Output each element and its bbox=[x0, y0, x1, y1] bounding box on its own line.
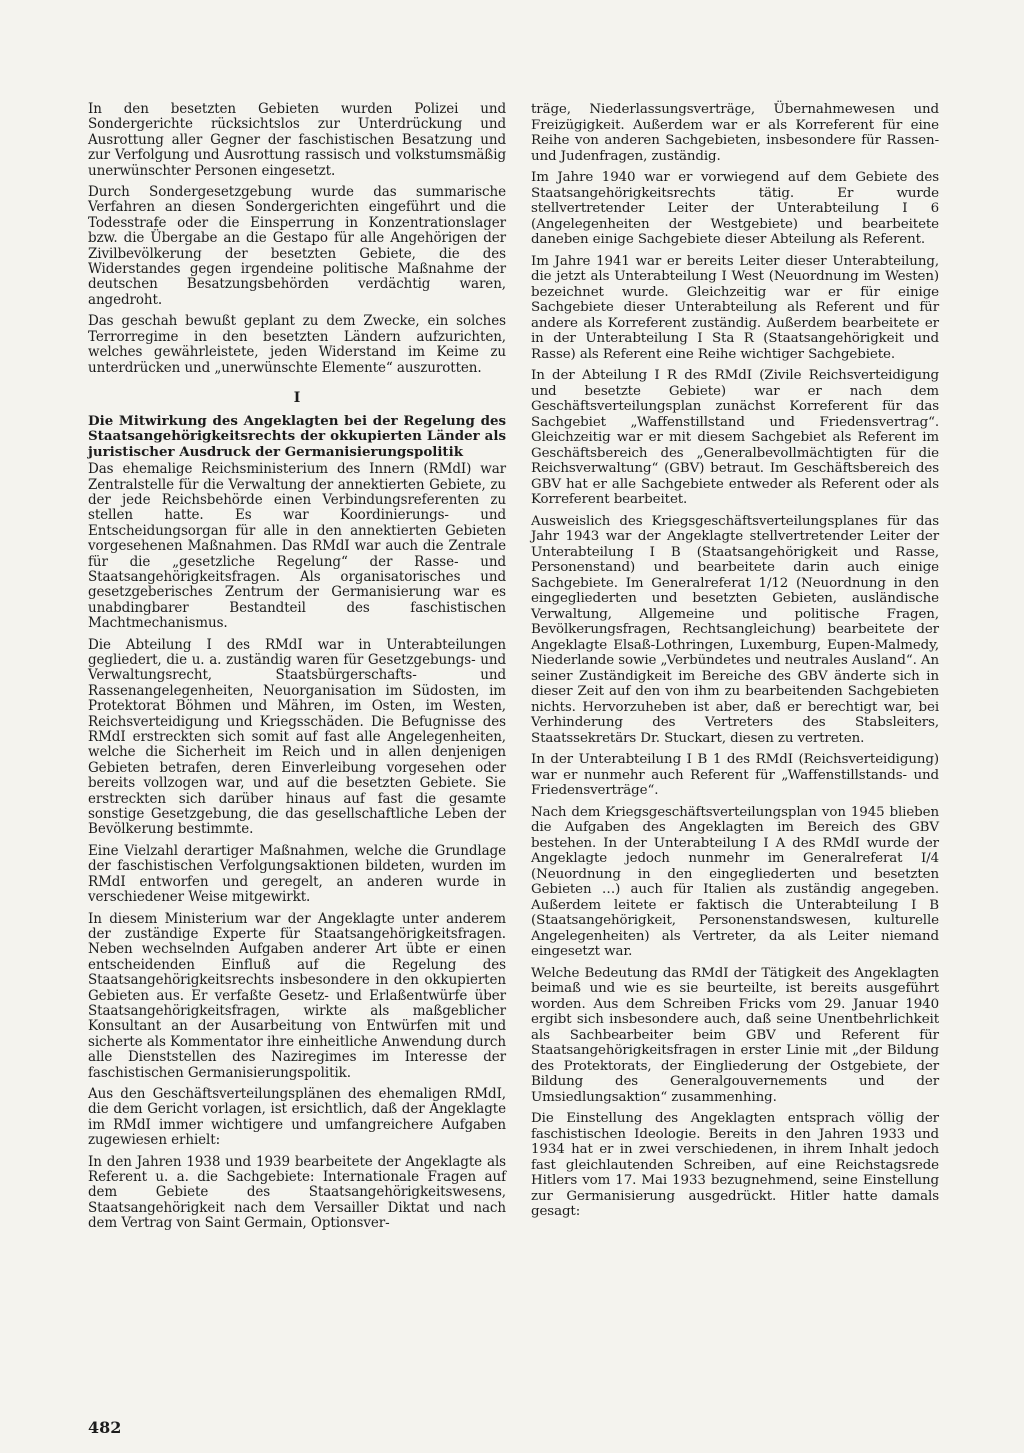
page-number: 482 bbox=[88, 1418, 122, 1437]
paragraph: Nach dem Kriegsgeschäftsverteilungsplan von 1945 blieben die Aufgaben des Angeklagten im Bereich des GBV bestehen. In der Unterabteilung I A des RMdI wurde der Angeklagte jedoch nunmehr im Generalreferat I/4 (Neuordnung in den eingegliederten und besetzten Gebieten …) auch für Italien als zuständig angegeben. Außerdem leitete er faktisch die Unterabteilung I B (Staatsangehörigkeit, Personenstandswesen, kulturelle Angelegenheiten) als Vertreter, da als Leiter niemand eingesetzt war. bbox=[531, 804, 939, 959]
paragraph: Im Jahre 1940 war er vorwiegend auf dem Gebiete des Staatsangehörigkeitsrechts tätig. Er wurde stellvertretender Leiter der Unterabteilung I 6 (Angelegenheiten der Westgebiete) und bearbeitete daneben einige Sachgebiete dieser Abteilung als Referent. bbox=[531, 170, 939, 247]
section-numeral: I bbox=[293, 389, 301, 406]
paragraph: Welche Bedeutung das RMdI der Tätigkeit des Angeklagten beimaß und wie es sie beurteilte, ist bereits ausgeführt worden. Aus dem Schreiben Fricks vom 29. Januar 1940 ergibt sich insbesondere auch, daß seine Unentbehrlichkeit als Sachbearbeiter beim GBV und Referent für Staatsangehörigkeitsfragen in erster Linie mit „der Bildung des Protektorats, der Eingliederung der Ostgebiete, der Bildung des Generalgouvernements und der Umsiedlungsaktion“ zusammenhing. bbox=[531, 965, 939, 1105]
paragraph: träge, Niederlassungsverträge, Übernahmewesen und Freizügigkeit. Außerdem war er als Korreferent für eine Reihe von anderen Sachgebieten, insbesondere für Rassen- und Judenfragen, zuständig. bbox=[531, 102, 939, 164]
paragraph: Die Einstellung des Angeklagten entsprach völlig der faschistischen Ideologie. Bereits in den Jahren 1933 und 1934 hat er in zwei verschiedenen, in ihrem Inhalt jedoch fast gleichlautenden Schreiben, auf eine Reichstagsrede Hitlers vom 17. Mai 1933 bezugnehmend, seine Einstellung zur Germanisierung ausgedrückt. Hitler hatte damals gesagt: bbox=[531, 1111, 939, 1219]
paragraph: In der Unterabteilung I B 1 des RMdI (Reichsverteidigung) war er nunmehr auch Referent für „Waffenstillstands- und Friedensverträge“. bbox=[531, 752, 939, 798]
paragraph: Das ehemalige Reichsministerium des Innern (RMdI) war Zentralstelle für die Verwaltung der annektierten Gebiete, zu der jede Reichsbehörde einen Verbindungsreferenten zu stellen hatte. Es war Koordinierungs- und Entscheidungsorgan für alle in den annektierten Gebieten vorgesehenen Maßnahmen. Das RMdI war auch die Zentrale für die „gesetzliche Regelung“ der Rasse- und Staatsangehörigkeitsfragen. Als organisatorisches und gesetzgeberisches Zentrum der Germanisierung war es unabdingbarer Bestandteil des faschistischen Machtmechanismus. bbox=[88, 461, 506, 632]
paragraph: Im Jahre 1941 war er bereits Leiter dieser Unterabteilung, die jetzt als Unterabteilung I West (Neuordnung im Westen) bezeichnet wurde. Gleichzeitig war er für einige Sachgebiete dieser Unterabteilung als Referent und für andere als Korreferent zuständig. Außerdem bearbeitete er in der Unterabteilung I Sta R (Staatsangehörigkeit und Rasse) als Referent eine Reihe wichtiger Sachgebiete. bbox=[531, 253, 939, 362]
paragraph: Das geschah bewußt geplant zu dem Zwecke, ein solches Terrorregime in den besetzten Ländern aufzurichten, welches gewährleistete, jeden Widerstand im Keime zu unterdrücken und „unerwünschte Elemente“ auszurotten. bbox=[88, 313, 506, 376]
paragraph: Eine Vielzahl derartiger Maßnahmen, welche die Grundlage der faschistischen Verfolgungsaktionen bildeten, wurden im RMdI entworfen und geregelt, an anderen wurde in verschiedener Weise mitgewirkt. bbox=[88, 842, 506, 906]
paragraph: Aus den Geschäftsverteilungsplänen des ehemaligen RMdI, die dem Gericht vorlagen, ist ersichtlich, daß der Angeklagte im RMdI immer wichtigere und umfangreichere Aufgaben zugewiesen erhielt: bbox=[88, 1085, 506, 1149]
paragraph: In diesem Ministerium war der Angeklagte unter anderem der zuständige Experte für Staatsangehörigkeitsfragen. Neben wechselnden Aufgaben anderer Art übte er einen entscheidenden Einfluß auf die Regelung des Staatsangehörigkeitsrechts insbesondere in den okkupierten Gebieten aus. Er verfaßte Gesetz- und Erlaßentwürfe über Staatsangehörigkeitsfragen, wirkte als maßgeblicher Konsultant an der Ausarbeitung von Entwürfen mit und sicherte als Kommentator ihre einheitliche Anwendung durch alle Dienststellen des Naziregimes im Interesse der faschistischen Germanisierungspolitik. bbox=[88, 910, 506, 1081]
paragraph: Die Abteilung I des RMdI war in Unterabteilungen gegliedert, die u. a. zuständig waren für Gesetzgebungs- und Verwaltungsrecht, Staatsbürgerschafts- und Rassenangelegenheiten, Neuorganisation im Südosten, im Protektorat Böhmen und Mähren, im Osten, im Westen, Reichsverteidigung und Kriegsschäden. Die Befugnisse des RMdI erstreckten sich somit auf fast alle Angelegenheiten, welche die Sicherheit im Reich und in allen denjenigen Gebieten betrafen, deren Einverleibung vorgesehen oder bereits vollzogen war, und auf die besetzten Gebiete. Sie erstreckten sich darüber hinaus auf fast die gesamte sonstige Gesetzgebung, die das gesellschaftliche Leben der Bevölkerung bestimmte. bbox=[88, 636, 506, 838]
paragraph: In den besetzten Gebieten wurden Polizei und Sondergerichte rücksichtslos zur Unterdrückung und Ausrottung aller Gegner der faschistischen Besatzung und zur Verfolgung und Ausrottung rassisch und volkstumsmäßig unerwünschter Personen eingesetzt. bbox=[88, 101, 506, 179]
paragraph: Durch Sondergesetzgebung wurde das summarische Verfahren an diesen Sondergerichten eingeführt und die Todesstrafe oder die Einsperrung in Konzentrationslager bzw. die Übergabe an die Gestapo für alle Angehörigen der Zivilbevölkerung der besetzten Gebiete, die des Widerstandes gegen irgendeine politische Maßnahme der deutschen Besatzungsbehörden verdächtig waren, angedroht. bbox=[88, 184, 506, 308]
paragraph: Ausweislich des Kriegsgeschäftsverteilungsplanes für das Jahr 1943 war der Angeklagte stellvertretender Leiter der Unterabteilung I B (Staatsangehörigkeit und Rasse, Personenstand) und bearbeitete darin auch einige Sachgebiete. Im Generalreferat 1/12 (Neuordnung in den eingegliederten und besetzten Gebieten, ausländische Verwaltung, Allgemeine und politische Fragen, Bevölkerungsfragen, Rechtsangleichung) bearbeitete der Angeklagte Elsaß-Lothringen, Luxemburg, Eupen-Malmedy, Niederlande sowie „Verbündetes und neutrales Ausland“. An seiner Zuständigkeit im Bereiche des GBV änderte sich in dieser Zeit auf den von ihm zu bearbeitenden Sachgebieten nichts. Hervorzuheben ist aber, daß er berechtigt war, bei Verhinderung des Vertreters des Stabsleiters, Staatssekretärs Dr. Stuckart, diesen zu vertreten. bbox=[531, 513, 939, 746]
section-heading: Die Mitwirkung des Angeklagten bei der Regelung des Staatsangehörigkeitsrechts der okkupierten Länder als juristischer Ausdruck der Germanisierungspolitik bbox=[88, 412, 506, 460]
left-column bbox=[88, 102, 506, 1238]
paragraph: In der Abteilung I R des RMdI (Zivile Reichsverteidigung und besetzte Gebiete) war er nach dem Geschäftsverteilungsplan zunächst Korreferent für das Sachgebiet „Waffenstillstand und Friedensvertrag“. Gleichzeitig war er mit diesem Sachgebiet als Referent im Geschäftsbereich des „Generalbevollmächtigten für die Reichsverwaltung“ (GBV) betraut. Im Geschäftsbereich des GBV hat er alle Sachgebiete entweder als Referent oder als Korreferent bearbeitet. bbox=[531, 368, 939, 507]
paragraph: In den Jahren 1938 und 1939 bearbeitete der Angeklagte als Referent u. a. die Sachgebiete: Internationale Fragen auf dem Gebiete des Staatsangehörigkeitswesens, Staatsangehörigkeit nach dem Versailler Diktat und nach dem Vertrag von Saint Germain, Optionsver- bbox=[88, 1153, 506, 1232]
right-column bbox=[531, 102, 939, 1226]
